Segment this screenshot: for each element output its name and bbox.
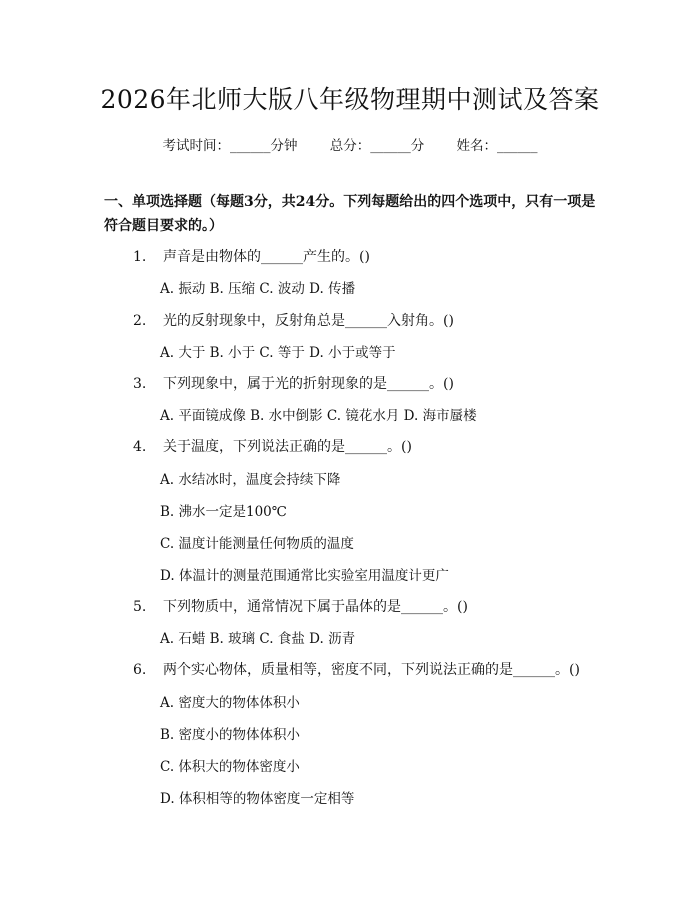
question-6-option-d: D. 体积相等的物体密度一定相等 — [160, 791, 355, 807]
question-text: 关于温度，下列说法正确的是______。() — [163, 439, 412, 455]
question-number: 6. — [133, 662, 147, 678]
question-number: 1. — [133, 249, 147, 265]
question-number: 3. — [133, 376, 147, 392]
question-number: 4. — [133, 439, 147, 455]
document-title: 2026年北师大版八年级物理期中测试及答案 — [100, 85, 600, 114]
question-text: 两个实心物体，质量相等，密度不同，下列说法正确的是______。() — [163, 662, 580, 678]
question-2 — [133, 310, 454, 330]
question-2-options: A. 大于 B. 小于 C. 等于 D. 小于或等于 — [160, 345, 396, 361]
question-4-option-a: A. 水结冰时，温度会持续下降 — [160, 472, 341, 488]
question-4-option-c: C. 温度计能测量任何物质的温度 — [160, 536, 354, 552]
section-heading-single-choice: 一、单项选择题（每题3分，共24分。下列每题给出的四个选项中，只有一项是符合题目要求的。） — [104, 194, 596, 234]
question-5 — [133, 596, 468, 616]
question-1 — [133, 246, 370, 266]
question-number: 2. — [133, 313, 147, 329]
question-text: 光的反射现象中，反射角总是______入射角。() — [163, 313, 454, 329]
question-6-option-a: A. 密度大的物体体积小 — [160, 695, 300, 711]
question-number: 5. — [133, 599, 147, 615]
question-3-options: A. 平面镜成像 B. 水中倒影 C. 镜花水月 D. 海市蜃楼 — [160, 408, 477, 424]
question-text: 下列物质中，通常情况下属于晶体的是______。() — [163, 599, 468, 615]
question-4-option-d: D. 体温计的测量范围通常比实验室用温度计更广 — [160, 568, 449, 584]
question-4 — [133, 436, 412, 456]
question-text: 声音是由物体的______产生的。() — [163, 249, 370, 265]
question-5-options: A. 石蜡 B. 玻璃 C. 食盐 D. 沥青 — [160, 631, 356, 647]
question-1-options: A. 振动 B. 压缩 C. 波动 D. 传播 — [160, 281, 356, 297]
question-6 — [133, 659, 580, 679]
total-score-field: 总分：______分 — [329, 138, 425, 154]
question-6-option-c: C. 体积大的物体密度小 — [160, 759, 300, 775]
question-3 — [133, 373, 454, 393]
question-text: 下列现象中，属于光的折射现象的是______。() — [163, 376, 454, 392]
question-6-option-b: B. 密度小的物体体积小 — [160, 727, 301, 743]
exam-time-field: 考试时间：______分钟 — [162, 138, 298, 154]
exam-info-line — [0, 134, 700, 154]
question-4-option-b: B. 沸水一定是100℃ — [160, 504, 287, 520]
student-name-field: 姓名：______ — [456, 138, 538, 154]
